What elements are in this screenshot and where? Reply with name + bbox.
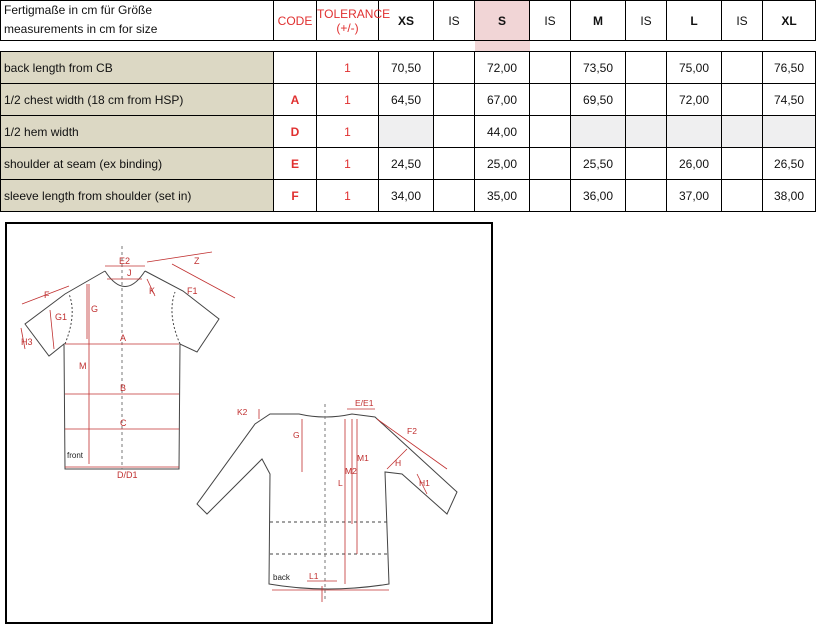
value-s: 44,00 [475, 116, 530, 148]
garment-diagram-svg [7, 224, 491, 622]
value-xl: 38,00 [763, 180, 816, 212]
row-tolerance: 1 [317, 180, 379, 212]
value-xs [379, 116, 434, 148]
header-label [1, 1, 274, 41]
value-is [434, 180, 475, 212]
value-xl: 74,50 [763, 84, 816, 116]
back-shirt-outline [197, 404, 457, 599]
label-c: C [120, 418, 127, 428]
front-shirt-outline [25, 246, 219, 469]
size-header-s: S [475, 1, 530, 41]
row-code: F [274, 180, 317, 212]
label-f1: F1 [187, 286, 198, 296]
table-row [1, 84, 816, 116]
value-xs: 34,00 [379, 180, 434, 212]
label-h: H [395, 458, 402, 468]
row-label: back length from CB [1, 52, 274, 84]
row-code: E [274, 148, 317, 180]
value-m: 69,50 [571, 84, 626, 116]
table-row [1, 180, 816, 212]
label-g: G [91, 304, 99, 314]
value-m: 73,50 [571, 52, 626, 84]
row-label: 1/2 hem width [1, 116, 274, 148]
label-a: A [120, 333, 127, 343]
tolerance-header-unit: (+/-) [336, 20, 359, 35]
value-is [434, 148, 475, 180]
header-row [1, 1, 816, 41]
value-xs: 70,50 [379, 52, 434, 84]
label-g1: G1 [55, 312, 68, 322]
value-is [530, 52, 571, 84]
value-is [434, 116, 475, 148]
row-tolerance: 1 [317, 116, 379, 148]
spacer-row [1, 41, 816, 52]
value-l: 37,00 [667, 180, 722, 212]
label-h3: H3 [21, 337, 33, 347]
value-m: 36,00 [571, 180, 626, 212]
value-is [626, 180, 667, 212]
row-code: A [274, 84, 317, 116]
tolerance-header [317, 1, 391, 41]
header-label-de: Fertigmaße in cm für Größe [4, 3, 153, 17]
table-row [1, 52, 816, 84]
size-header-xs: XS [379, 1, 434, 41]
value-s: 72,00 [475, 52, 530, 84]
value-xl [763, 116, 816, 148]
value-is [626, 52, 667, 84]
value-is [530, 180, 571, 212]
value-xs: 24,50 [379, 148, 434, 180]
label-l1: L1 [309, 571, 319, 581]
label-m: M [79, 361, 87, 371]
row-code [274, 52, 317, 84]
value-xl: 76,50 [763, 52, 816, 84]
value-l [667, 116, 722, 148]
label-ee1: E/E1 [355, 398, 374, 408]
label-j: J [127, 268, 132, 278]
label-b: B [120, 383, 127, 393]
row-tolerance: 1 [317, 52, 379, 84]
size-header-is: IS [626, 1, 667, 41]
label-h1: H1 [419, 478, 430, 488]
value-l: 75,00 [667, 52, 722, 84]
row-code: D [274, 116, 317, 148]
table-row [1, 116, 816, 148]
value-is [434, 84, 475, 116]
table-row [1, 148, 816, 180]
value-is [626, 148, 667, 180]
label-f2: F2 [407, 426, 417, 436]
value-is [722, 148, 763, 180]
garment-diagram [5, 222, 493, 624]
size-header-is: IS [434, 1, 475, 41]
value-is [722, 116, 763, 148]
value-is [530, 84, 571, 116]
value-s: 67,00 [475, 84, 530, 116]
value-is [434, 52, 475, 84]
header-label-en: measurements in cm for size [4, 22, 158, 36]
value-s: 25,00 [475, 148, 530, 180]
front-labels [21, 256, 200, 480]
row-label: sleeve length from shoulder (set in) [1, 180, 274, 212]
value-is [626, 84, 667, 116]
row-label: 1/2 chest width (18 cm from HSP) [1, 84, 274, 116]
value-l: 26,00 [667, 148, 722, 180]
row-tolerance: 1 [317, 84, 379, 116]
label-l: L [338, 478, 343, 488]
code-header: CODE [274, 1, 317, 41]
value-m [571, 116, 626, 148]
size-header-xl: XL [763, 1, 816, 41]
label-z: Z [194, 256, 200, 266]
back-labels [237, 398, 430, 581]
label-g-back: G [293, 430, 300, 440]
value-is [530, 116, 571, 148]
label-k: K [149, 286, 156, 296]
value-is [626, 116, 667, 148]
value-is [722, 84, 763, 116]
value-is [722, 180, 763, 212]
row-label: shoulder at seam (ex binding) [1, 148, 274, 180]
tolerance-header-label: TOLERANCE [317, 6, 391, 21]
label-front: front [67, 451, 84, 460]
value-s: 35,00 [475, 180, 530, 212]
label-m1: M1 [357, 453, 369, 463]
size-header-m: M [571, 1, 626, 41]
value-is [722, 52, 763, 84]
size-header-is: IS [530, 1, 571, 41]
label-dd1: D/D1 [117, 470, 138, 480]
row-tolerance: 1 [317, 148, 379, 180]
front-dimension-lines [21, 252, 235, 467]
label-e2: E2 [119, 256, 131, 266]
value-l: 72,00 [667, 84, 722, 116]
size-header-is: IS [722, 1, 763, 41]
value-is [530, 148, 571, 180]
measurement-table [0, 0, 816, 212]
label-back: back [273, 573, 290, 582]
value-xs: 64,50 [379, 84, 434, 116]
value-xl: 26,50 [763, 148, 816, 180]
value-m: 25,50 [571, 148, 626, 180]
label-m2: M2 [345, 466, 357, 476]
label-f: F [44, 290, 50, 300]
label-k2: K2 [237, 407, 248, 417]
size-header-l: L [667, 1, 722, 41]
